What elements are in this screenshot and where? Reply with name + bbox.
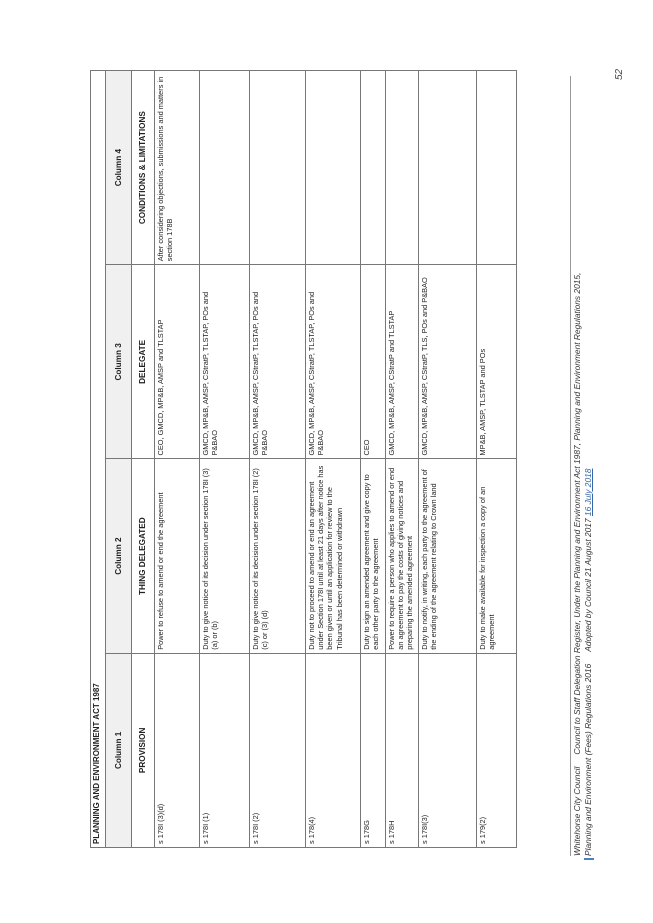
conditions-cell (200, 71, 250, 265)
thing-cell: Power to refuse to amend or end the agreement (155, 459, 200, 653)
delegate-cell: GMCD, MP&B, AMSP, CStratP, TLSTAP, POs and P&BAO (200, 265, 250, 459)
conditions-cell (386, 71, 419, 265)
table-row (419, 71, 477, 848)
delegate-cell: GMCD, MP&B, AMSP, CStratP, TLSTAP, POs and P&BAO (306, 265, 361, 459)
conditions-cell (250, 71, 306, 265)
thing-cell: Power to require a person who applies to amend or end an agreement to pay the costs of giving notices and preparing the amended agreement (386, 459, 419, 653)
conditions-cell (419, 71, 477, 265)
table-row (306, 71, 361, 848)
provision-cell: s 178I (2) (250, 653, 306, 847)
conditions-header: CONDITIONS & LIMITATIONS (132, 71, 155, 265)
thing-cell: Duty to make available for inspection a copy of an agreement (477, 459, 517, 653)
subheader-row (132, 71, 155, 848)
conditions-cell (361, 71, 386, 265)
provision-cell: s 178I(3) (419, 653, 477, 847)
footer-line-1 (572, 76, 583, 856)
table-row (386, 71, 419, 848)
column-3-header: Column 3 (106, 265, 132, 459)
thing-cell: Duty to notify, in writing, each party to the agreement of the ending of the agreement relating to Crown land (419, 459, 477, 653)
delegate-cell: CEO, GMCD, MP&B, AMSP and TLSTAP (155, 265, 200, 459)
thing-cell: Duty not to proceed to amend or end an agreement under Section 178I until at least 21 days after notice has been given or until an application for review to the Tribunal has been determined or withdrawn (306, 459, 361, 653)
delegate-header: DELEGATE (132, 265, 155, 459)
provision-header: PROVISION (132, 653, 155, 847)
table-row (155, 71, 200, 848)
column-2-header: Column 2 (106, 459, 132, 653)
conditions-cell: After considering objections, submissions and matters in section 178B (155, 71, 200, 265)
delegation-table (90, 70, 517, 848)
conditions-cell (306, 71, 361, 265)
footer-line-2 (583, 76, 594, 856)
council-name: Whitehorse City Council (572, 766, 582, 856)
delegate-cell: GMCD, MP&B, AMSP, CStratP, TLSTAP, POs and P&BAO (250, 265, 306, 459)
change-bar (584, 858, 594, 860)
column-1-header: Column 1 (106, 653, 132, 847)
thing-cell: Duty to give notice of its decision under section 178I (2) (c) or (3) (d) (250, 459, 306, 653)
thing-delegated-header: THING DELEGATED (132, 459, 155, 653)
provision-cell: s 178I (3)(d) (155, 653, 200, 847)
table-row (361, 71, 386, 848)
column-4-header: Column 4 (106, 71, 132, 265)
page-footer (572, 76, 612, 856)
delegate-cell: MP&B, AMSP, TLSTAP and POs (477, 265, 517, 459)
adopted-date: Adopted by Council 21 August 2017 (582, 518, 593, 652)
delegate-cell: CEO (361, 265, 386, 459)
table-row (250, 71, 306, 848)
provision-cell: s 178(4) (306, 653, 361, 847)
table-row (200, 71, 250, 848)
register-title: Council to Staff Delegation Register, Under the Planning and Environment Act 1987, Planning and Environment Regulations 2015, (572, 272, 582, 755)
delegate-cell: GMCD, MP&B, AMSP, CStratP, TLS, POs and P&BAO (419, 265, 477, 459)
table-row (477, 71, 517, 848)
delegate-cell: GMCD, MP&B, AMSP, CStratP and TLSTAP (386, 265, 419, 459)
act-title: PLANNING AND ENVIRONMENT ACT 1987 (91, 71, 106, 848)
provision-cell: s 178G (361, 653, 386, 847)
provision-cell: s 179(2) (477, 653, 517, 847)
revision-date-link[interactable]: 16 July 2018 (582, 468, 593, 517)
provision-cell: s 178I (1) (200, 653, 250, 847)
column-header-row (106, 71, 132, 848)
regulations-title: Planning and Environment (Fees) Regulations 2016 (582, 663, 593, 856)
conditions-cell (477, 71, 517, 265)
footer-rule (570, 76, 571, 856)
delegation-table-area (90, 70, 508, 848)
thing-cell: Duty to sign an amended agreement and give copy to each other party to the agreement (361, 459, 386, 653)
thing-cell: Duty to give notice of its decision under section 178I (3) (a) or (b) (200, 459, 250, 653)
page-number: 52 (614, 68, 625, 80)
provision-cell: s 178H (386, 653, 419, 847)
act-title-row (91, 71, 106, 848)
